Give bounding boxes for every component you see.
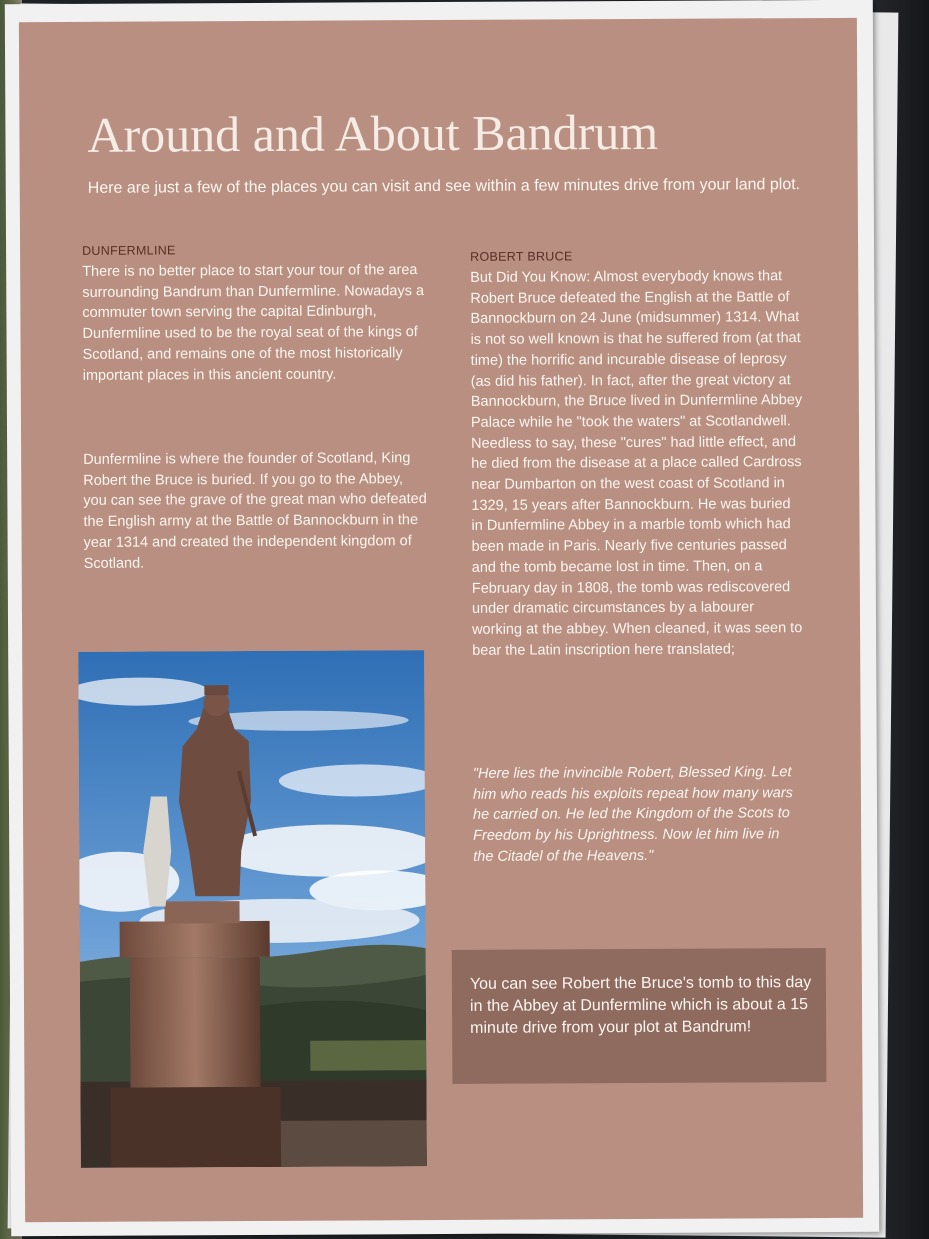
dunfermline-heading: DUNFERMLINE — [82, 243, 176, 258]
robert-bruce-heading: ROBERT BRUCE — [470, 249, 573, 264]
robert-bruce-paragraph: But Did You Know: Almost everybody knows that Robert Bruce defeated the English at the Battle of Bannockburn on 24 June (midsummer) 1314. What is not so well known is that he suffered from (at that time) the horrific and incurable disease of leprosy (as did his father). In fact, after the great victory at Bannockburn, the Bruce lived in Dunfermline Abbey Palace while he "took the waters" at Scotlandwell. Needless to say, these "cures" had little effect, and he died from the disease at a place called Cardross near Dumbarton on the west coast of Scotland in 1329, 15 years after Bannockburn. He was buried in Dunfermline Abbey in a marble tomb which had been made in Paris. Nearly five centuries passed and the tomb became lost in time. Then, on a February day in 1808, the tomb was rediscovered under dramatic circumstances by a labourer working at the abbey. When cleaned, it was seen to bear the Latin inscription here translated; — [470, 268, 803, 659]
document-page — [5, 0, 879, 1236]
page-title: Around and About Bandrum — [87, 103, 659, 163]
callout-box — [452, 948, 827, 1084]
dunfermline-paragraph-1: There is no better place to start your tour of the area surrounding Bandrum than Dunfermline. Nowadays a commuter town serving the capital Edinburgh, Dunfermline used to be the royal seat of the kings of Scotland, and remains one of the most historically important places in this ancient country. — [82, 262, 425, 384]
callout-text: You can see Robert the Bruce's tomb to this day in the Abbey at Dunfermline which is about a 15 minute drive from your plot at Bandrum! — [469, 974, 812, 1037]
content-panel — [19, 18, 863, 1222]
intro-text: Here are just a few of the places you can visit and see within a few minutes drive from your land plot. — [87, 176, 801, 197]
dunfermline-paragraph-2: Dunfermline is where the founder of Scotland, King Robert the Bruce is buried. If you go to the Abbey, you can see the grave of the great man who defeated the English army at the Battle of Bannockburn in the year 1314 and created the independent kingdom of Scotland. — [83, 450, 427, 572]
robert-bruce-statue-photo — [78, 650, 427, 1168]
latin-inscription-quote: "Here lies the invincible Robert, Blessed King. Let him who reads his exploits repeat how many wars he carried on. He led the Kingdom of the Scots to Freedom by his Uprightness. Now let him live in the Citadel of the Heavens." — [472, 764, 793, 865]
